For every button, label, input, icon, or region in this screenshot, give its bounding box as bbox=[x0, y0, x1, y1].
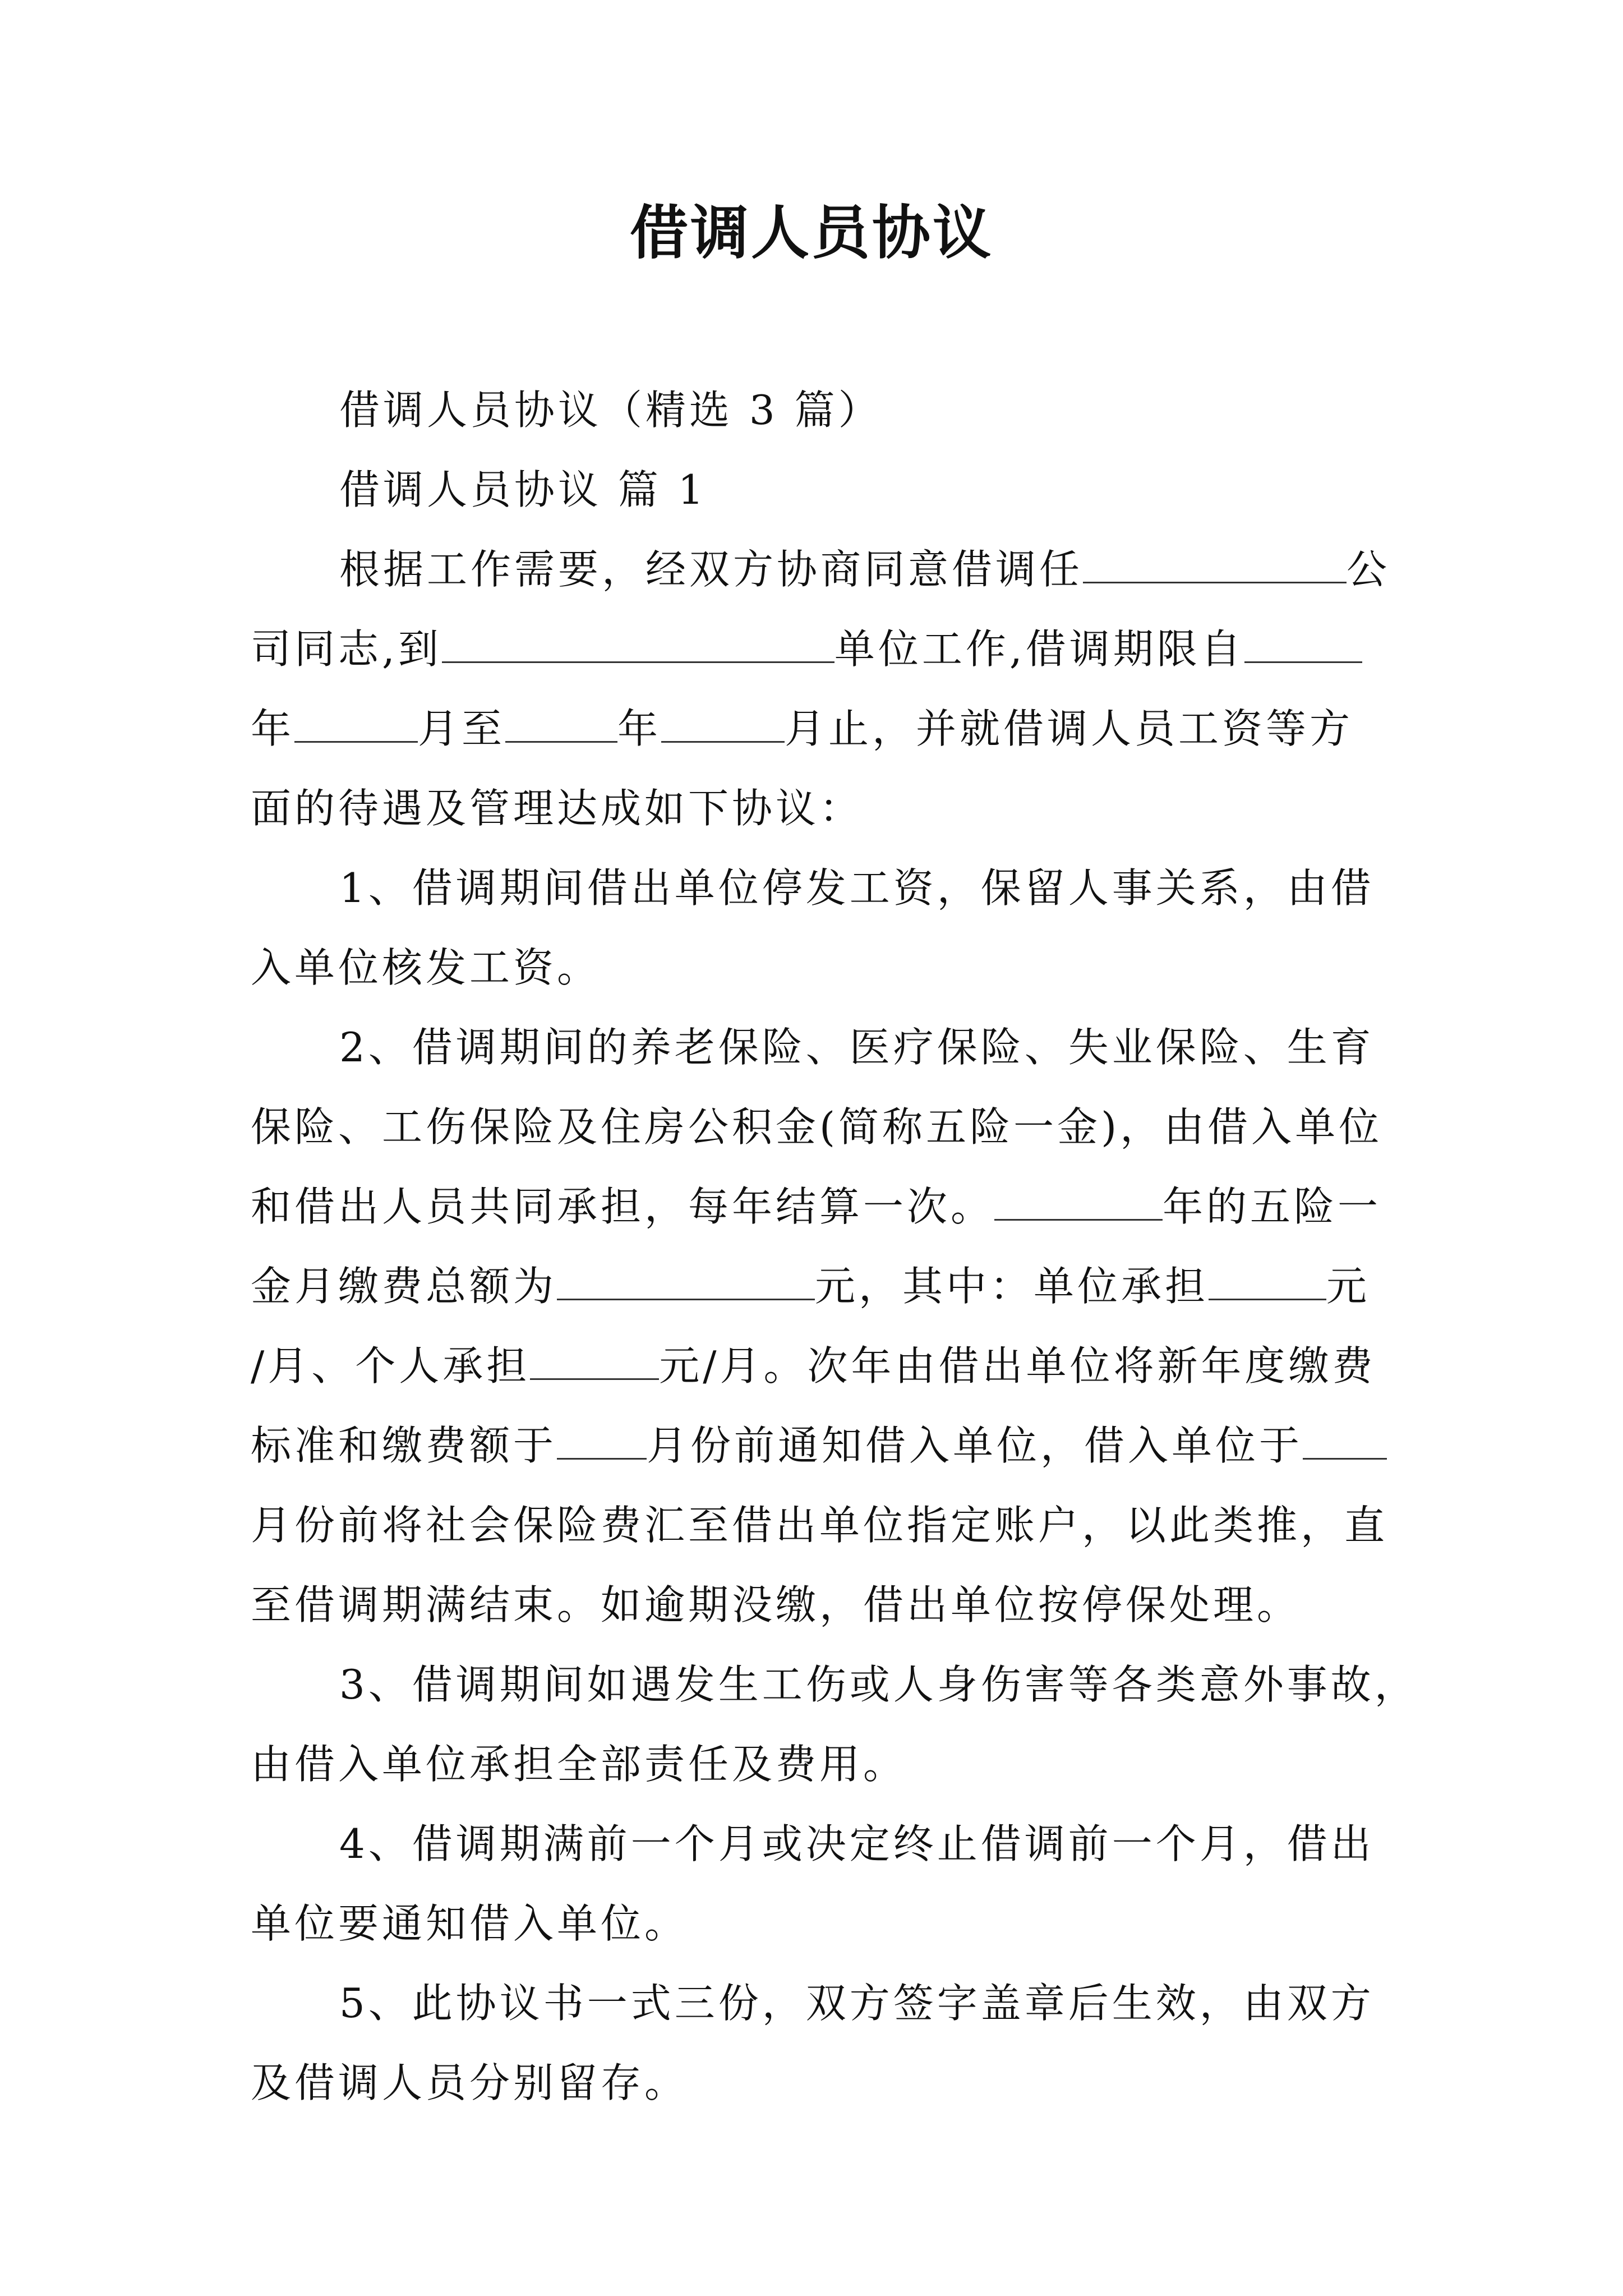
text: 面的待遇及管理达成如下协议： bbox=[251, 785, 864, 832]
fill-blank bbox=[557, 1264, 815, 1300]
text: 司同志,到 bbox=[251, 625, 442, 673]
text: /月、个人承担 bbox=[251, 1342, 531, 1389]
text: 2、借调期间的养老保险、医疗保险、失业保险、生育 bbox=[339, 1024, 1375, 1071]
clause-4-line bbox=[251, 1804, 1384, 1884]
subtitle-line bbox=[251, 370, 1384, 450]
paragraph-line bbox=[251, 689, 1384, 769]
section-heading bbox=[251, 450, 1384, 530]
clause-2-line bbox=[251, 1167, 1384, 1246]
fill-blank bbox=[505, 706, 617, 743]
text: 元/月。次年由借出单位将新年度缴费 bbox=[659, 1342, 1376, 1389]
text: 年 bbox=[251, 705, 295, 752]
text: 根据工作需要，经双方协商同意借调任 bbox=[339, 546, 1083, 593]
fill-blank bbox=[530, 1343, 659, 1380]
text: 和借出人员共同承担，每年结算一次。 bbox=[251, 1183, 995, 1230]
clause-2-line bbox=[251, 1406, 1384, 1485]
text: 借调人员协议（精选 3 篇） bbox=[339, 386, 882, 434]
text: 元，其中：单位承担 bbox=[815, 1263, 1209, 1310]
clause-2-line bbox=[251, 1565, 1384, 1645]
paragraph-line bbox=[251, 769, 1384, 848]
clause-1-line bbox=[251, 848, 1384, 928]
clause-2-line bbox=[251, 1485, 1389, 1565]
text: 月至 bbox=[418, 705, 506, 752]
fill-blank bbox=[294, 706, 418, 743]
text: 3、借调期间如遇发生工伤或人身伤害等各类意外事故， bbox=[339, 1661, 1418, 1708]
fill-blank bbox=[1303, 1423, 1387, 1460]
clause-1-line bbox=[251, 928, 1384, 1007]
text: 年 bbox=[617, 705, 662, 752]
document-body bbox=[251, 370, 1418, 2123]
text: 月止，并就借调人员工资等方 bbox=[785, 705, 1354, 752]
text: 元 bbox=[1326, 1263, 1371, 1310]
text: 4、借调期满前一个月或决定终止借调前一个月，借出 bbox=[339, 1820, 1375, 1867]
fill-blank bbox=[661, 706, 785, 743]
text: 保险、工伤保险及住房公积金(简称五险一金)，由借入单位 bbox=[251, 1103, 1383, 1151]
text: 由借入单位承担全部责任及费用。 bbox=[251, 1741, 907, 1788]
text: 借调人员协议 篇 1 bbox=[339, 466, 707, 513]
document-title: 借调人员协议 bbox=[629, 198, 993, 267]
clause-3-line bbox=[251, 1645, 1418, 1724]
text: 1、借调期间借出单位停发工资，保留人事关系，由借 bbox=[339, 864, 1375, 912]
text: 至借调期满结束。如逾期没缴，借出单位按停保处理。 bbox=[251, 1581, 1301, 1628]
clause-2-line bbox=[251, 1246, 1384, 1326]
text: 月份前将社会保险费汇至借出单位指定账户，以此类推，直 bbox=[251, 1502, 1389, 1549]
text: 及借调人员分别留存。 bbox=[251, 2059, 689, 2106]
fill-blank bbox=[1244, 627, 1362, 663]
text: 月份前通知借入单位，借入单位于 bbox=[647, 1422, 1303, 1469]
fill-blank bbox=[442, 627, 834, 663]
clause-2-line bbox=[251, 1326, 1384, 1406]
text: 金月缴费总额为 bbox=[251, 1263, 557, 1310]
clause-5-line bbox=[251, 1963, 1384, 2043]
text: 标准和缴费额于 bbox=[251, 1422, 557, 1469]
text: 5、此协议书一式三份，双方签字盖章后生效，由双方 bbox=[339, 1980, 1375, 2027]
clause-2-line bbox=[251, 1087, 1384, 1167]
text: 单位要通知借入单位。 bbox=[251, 1900, 689, 1947]
text: 公 bbox=[1347, 546, 1391, 593]
text: 入单位核发工资。 bbox=[251, 944, 601, 991]
fill-blank bbox=[1209, 1264, 1326, 1300]
text: 单位工作,借调期限自 bbox=[834, 625, 1244, 673]
clause-5-line bbox=[251, 2043, 1384, 2123]
fill-blank bbox=[557, 1423, 647, 1460]
fill-blank bbox=[994, 1184, 1163, 1221]
text: 年的五险一 bbox=[1163, 1183, 1382, 1230]
paragraph-line bbox=[251, 530, 1391, 609]
clause-2-line bbox=[251, 1007, 1384, 1087]
clause-4-line bbox=[251, 1884, 1384, 1963]
fill-blank bbox=[1083, 547, 1347, 583]
paragraph-line bbox=[251, 609, 1384, 689]
clause-3-line bbox=[251, 1724, 1384, 1804]
